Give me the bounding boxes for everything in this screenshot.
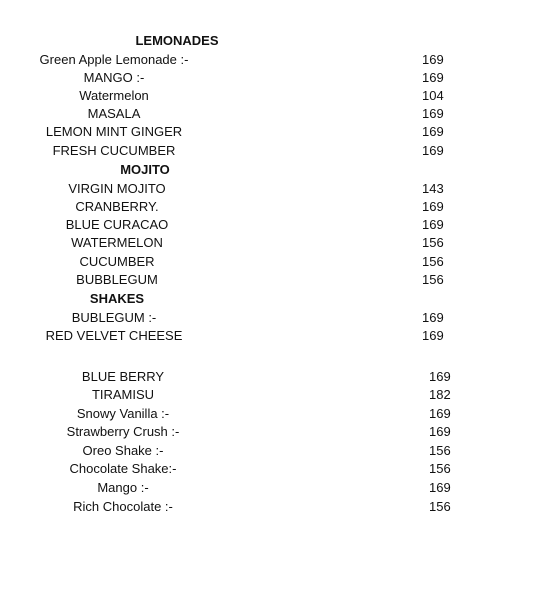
menu-item	[0, 406, 538, 424]
menu-item	[0, 181, 538, 199]
item-name: Green Apple Lemonade :-	[39, 52, 189, 67]
menu-item	[0, 106, 538, 124]
item-price: 169	[422, 52, 444, 67]
item-name: Watermelon	[79, 88, 149, 103]
item-name: MANGO :-	[83, 70, 145, 85]
item-name: BUBLEGUM :-	[71, 310, 157, 325]
menu-item	[0, 124, 538, 142]
item-price: 169	[422, 124, 444, 139]
item-price: 169	[422, 70, 444, 85]
menu-item	[0, 480, 538, 498]
item-price: 104	[422, 88, 444, 103]
section-heading-mojito: MOJITO	[120, 162, 170, 177]
item-name: BLUE CURACAO	[65, 217, 169, 232]
item-price: 169	[422, 217, 444, 232]
item-price: 169	[422, 199, 444, 214]
menu-item	[0, 70, 538, 88]
menu-item	[0, 272, 538, 290]
item-price: 156	[429, 499, 451, 514]
item-name: Oreo Shake :-	[82, 443, 164, 458]
item-price: 156	[422, 254, 444, 269]
menu-item	[0, 461, 538, 479]
item-price: 169	[429, 480, 451, 495]
item-price: 182	[429, 387, 451, 402]
menu-item	[0, 369, 538, 387]
item-name: Chocolate Shake:-	[69, 461, 177, 476]
menu-item	[0, 143, 538, 161]
item-name: MASALA	[87, 106, 141, 121]
section-heading-lemonades: LEMONADES	[135, 33, 219, 48]
menu-item	[0, 88, 538, 106]
menu-item	[0, 499, 538, 517]
item-name: CRANBERRY.	[75, 199, 159, 214]
item-price: 143	[422, 181, 444, 196]
item-price: 156	[422, 272, 444, 287]
item-price: 169	[429, 406, 451, 421]
menu-item	[0, 199, 538, 217]
item-price: 169	[422, 143, 444, 158]
menu-item	[0, 254, 538, 272]
item-name: WATERMELON	[71, 235, 163, 250]
item-name: BUBBLEGUM	[76, 272, 158, 287]
menu-item	[0, 310, 538, 328]
menu-item	[0, 424, 538, 442]
item-price: 169	[422, 328, 444, 343]
item-name: Snowy Vanilla :-	[76, 406, 170, 421]
item-name: Mango :-	[97, 480, 149, 495]
menu-item	[0, 52, 538, 70]
item-price: 169	[429, 369, 451, 384]
item-name: VIRGIN MOJITO	[68, 181, 166, 196]
item-name: RED VELVET CHEESE	[45, 328, 183, 343]
item-price: 169	[422, 310, 444, 325]
item-name: Rich Chocolate :-	[73, 499, 173, 514]
menu-item	[0, 328, 538, 346]
item-name: CUCUMBER	[79, 254, 155, 269]
item-name: TIRAMISU	[91, 387, 155, 402]
item-price: 156	[429, 461, 451, 476]
item-price: 156	[422, 235, 444, 250]
menu-item	[0, 387, 538, 405]
menu-item	[0, 217, 538, 235]
section-heading-shakes: SHAKES	[89, 291, 145, 306]
item-name: LEMON MINT GINGER	[45, 124, 183, 139]
menu-item	[0, 443, 538, 461]
item-price: 169	[422, 106, 444, 121]
item-name: Strawberry Crush :-	[66, 424, 180, 439]
item-name: FRESH CUCUMBER	[52, 143, 176, 158]
menu-item	[0, 235, 538, 253]
item-price: 156	[429, 443, 451, 458]
item-name: BLUE BERRY	[81, 369, 165, 384]
item-price: 169	[429, 424, 451, 439]
